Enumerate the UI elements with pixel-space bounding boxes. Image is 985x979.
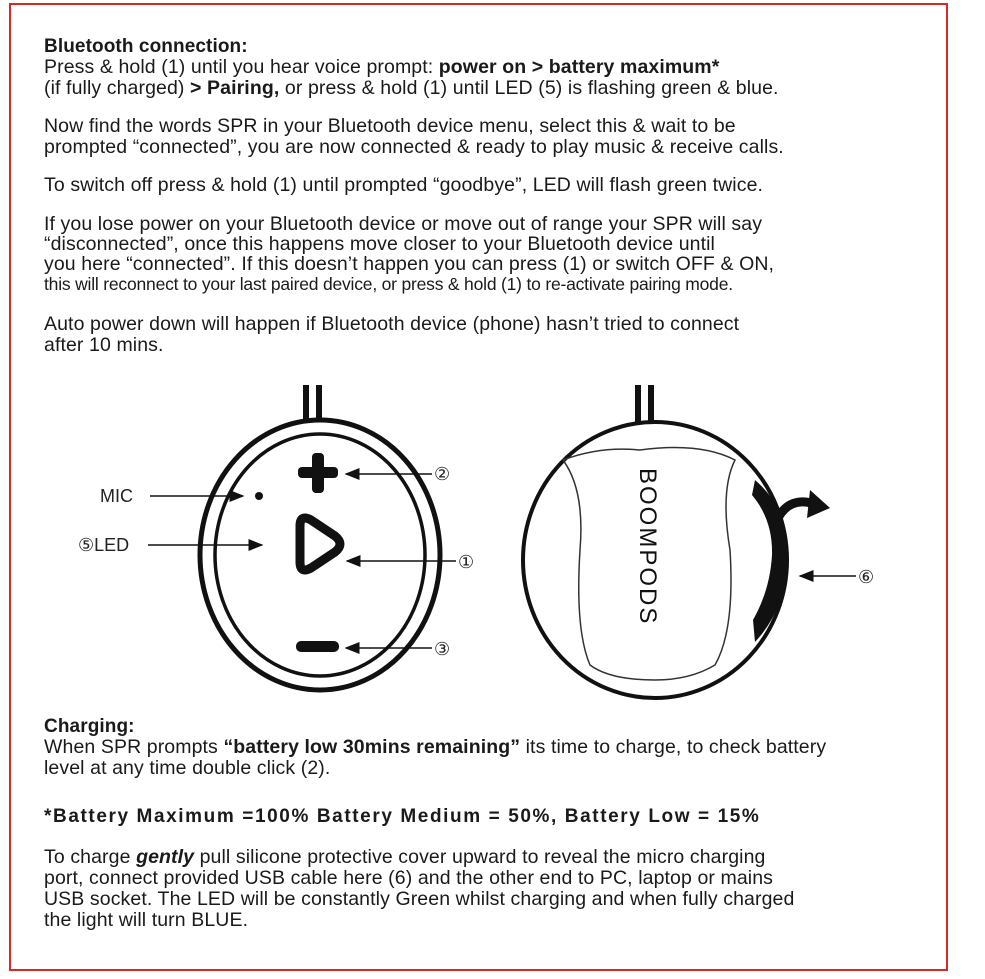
bluetooth-p1-line1 — [44, 57, 924, 78]
p1-text-a: Press & hold (1) until you hear voice prompt: — [44, 56, 439, 78]
boompods-logo — [634, 468, 661, 625]
p5-line2: after 10 mins. — [44, 334, 164, 356]
brand-logo-text: BOOMPODS — [634, 468, 661, 626]
callout-2-label: ② — [434, 464, 451, 485]
charging-p2-text-a: To charge — [44, 846, 137, 868]
bluetooth-paragraph-2 — [44, 116, 924, 158]
p2-line2: prompted “connected”, you are now connected & ready to play music & receive calls. — [44, 136, 784, 158]
charging-p1-emphasis: “battery low 30mins remaining” — [223, 736, 521, 758]
bluetooth-paragraph-5 — [44, 314, 924, 356]
p1-text-e: or press & hold (1) until LED (5) is flashing green & blue. — [279, 77, 779, 99]
charging-p1-line2: level at any time double click (2). — [44, 757, 331, 779]
bluetooth-paragraph-4 — [44, 214, 924, 294]
battery-levels-text: *Battery Maximum =100% Battery Medium = 50%, Battery Low = 15% — [44, 806, 761, 827]
bluetooth-p1-line2 — [44, 78, 924, 99]
bluetooth-paragraph-3 — [44, 175, 924, 196]
charging-p2-line3: USB socket. The LED will be constantly Green whilst charging and when fully charged — [44, 888, 795, 910]
diagram-svg — [0, 380, 985, 710]
charging-p1-text-c: its time to charge, to check battery — [520, 736, 827, 758]
p4-line2: “disconnected”, once this happens move closer to your Bluetooth device until — [44, 233, 715, 255]
charging-p1-line1 — [44, 737, 924, 758]
p4-line1: If you lose power on your Bluetooth device or move out of range your SPR will say — [44, 213, 763, 235]
p5-line1: Auto power down will happen if Bluetooth device (phone) hasn’t tried to connect — [44, 313, 740, 335]
led-label: ⑤LED — [78, 535, 130, 555]
charging-paragraph-1 — [44, 716, 924, 779]
p1-emphasis-power-on: power on > battery maximum* — [438, 56, 720, 78]
charging-p1-text-a: When SPR prompts — [44, 736, 224, 758]
callout-3-label: ③ — [434, 639, 451, 660]
charging-p2-line4: the light will turn BLUE. — [44, 909, 249, 931]
charging-heading: Charging: — [44, 716, 135, 737]
p4-line3: you here “connected”. If this doesn’t happen you can press (1) or switch OFF & ON, — [44, 253, 775, 275]
back-view — [523, 385, 874, 698]
bluetooth-paragraph-1 — [44, 36, 924, 99]
charging-p2-text-c: pull silicone protective cover upward to reveal the micro charging — [194, 846, 766, 868]
p1-text-c: (if fully charged) — [44, 77, 191, 99]
p4-line4: this will reconnect to your last paired device, or press & hold (1) to re-activate pairing mode. — [44, 274, 733, 294]
p1-emphasis-pairing: > Pairing, — [190, 77, 280, 99]
charging-paragraph-2 — [44, 847, 924, 931]
callout-1-label: ① — [458, 552, 475, 573]
front-view — [78, 385, 474, 690]
bluetooth-heading: Bluetooth connection: — [44, 36, 248, 57]
charging-p2-line2: port, connect provided USB cable here (6) and the other end to PC, laptop or mains — [44, 867, 774, 889]
charging-p2-line1 — [44, 847, 924, 868]
lift-arrow-head — [807, 490, 830, 518]
p3-line1: To switch off press & hold (1) until prompted “goodbye”, LED will flash green twice. — [44, 174, 764, 196]
mic-label: MIC — [100, 486, 133, 506]
product-diagram — [0, 380, 985, 710]
p2-line1: Now find the words SPR in your Bluetooth device menu, select this & wait to be — [44, 115, 736, 137]
callout-6-label: ⑥ — [858, 567, 875, 588]
battery-levels — [44, 806, 924, 827]
volume-down-icon — [296, 641, 339, 652]
charging-p2-emphasis-gently: gently — [136, 846, 195, 868]
mic-dot — [255, 492, 263, 500]
